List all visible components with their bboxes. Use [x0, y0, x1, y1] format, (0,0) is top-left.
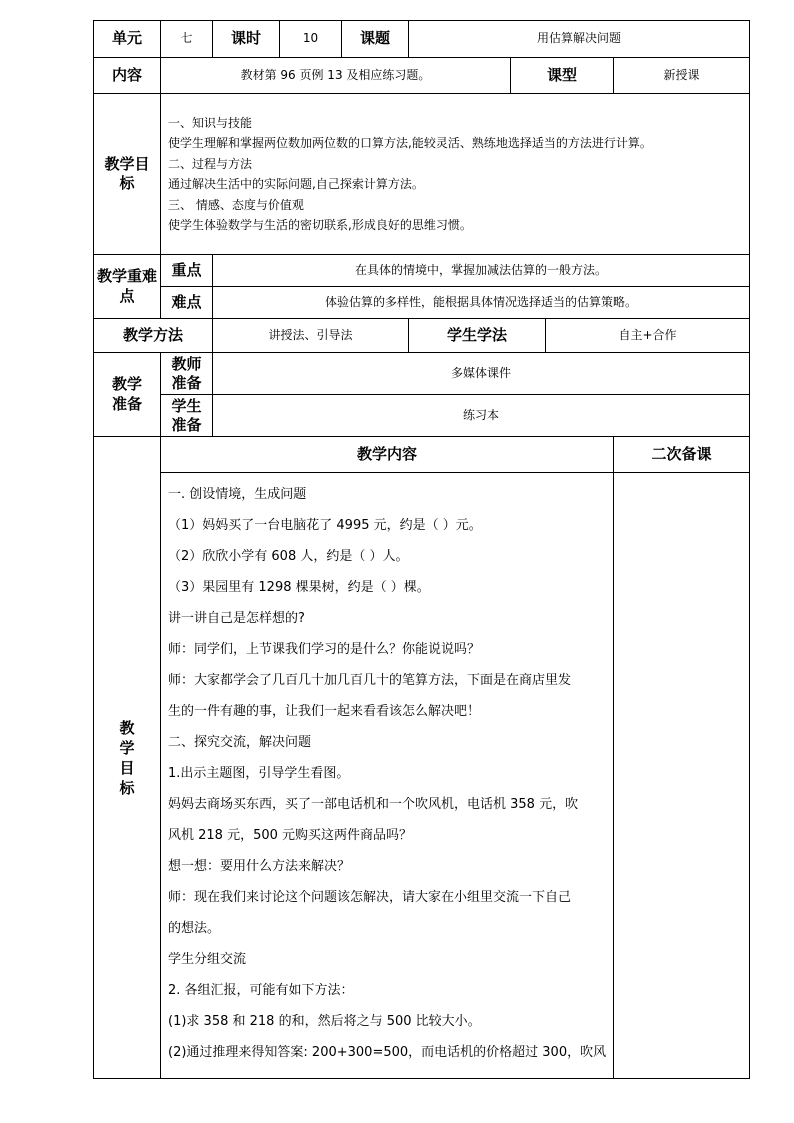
- content-paragraph: 一. 创设情境，生成问题: [168, 487, 307, 502]
- content-paragraph: 的想法。: [168, 921, 221, 936]
- content-paragraph: 师：现在我们来讨论这个问题该怎解决，请大家在小组里交流一下自己: [168, 890, 572, 905]
- lesson-content: [161, 473, 614, 1079]
- unit-label: 单元: [94, 21, 161, 58]
- focus-value: 在具体的情境中，掌握加减法估算的一般方法。: [213, 255, 750, 287]
- difficulty-label: 难点: [161, 287, 213, 319]
- content-paragraph: 风机 218 元，500 元购买这两件商品吗？: [168, 828, 413, 843]
- type-label: 课型: [511, 58, 614, 94]
- teacher-prep-row: [94, 353, 750, 395]
- teach-method-label: 教学方法: [94, 319, 213, 353]
- learn-method-label: 学生学法: [409, 319, 546, 353]
- goal-line: 二、过程与方法: [168, 156, 253, 171]
- goal-line: 一、知识与技能: [168, 115, 253, 130]
- content-paragraph: 师：大家都学会了几百几十加几百几十的笔算方法，下面是在商店里发: [168, 673, 572, 688]
- content-paragraph: 二、探究交流，解决问题: [168, 735, 312, 750]
- content-paragraph: (2)通过推理来得知答案: 200+300=500，而电话机的价格超过 300，吹风: [168, 1045, 607, 1060]
- main-header-row: [94, 437, 750, 473]
- topic-label: 课题: [342, 21, 409, 58]
- content-header: 教学内容: [161, 437, 614, 473]
- teach-method-value: 讲授法、引导法: [213, 319, 409, 353]
- main-content-row: [94, 473, 750, 1079]
- notes-cell: [614, 473, 750, 1079]
- student-prep-label: 学生准备: [161, 395, 213, 437]
- content-paragraph: 想一想：要用什么方法来解决？: [168, 859, 351, 874]
- goal-line: 使学生理解和掌握两位数加两位数的口算方法,能较灵活、熟练地选择适当的方法进行计算。: [168, 136, 652, 150]
- goals-label: 教学目标: [94, 94, 161, 255]
- methods-row: [94, 319, 750, 353]
- content-value: 教材第 96 页例 13 及相应练习题。: [161, 58, 511, 94]
- period-label: 课时: [213, 21, 280, 58]
- content-paragraph: 讲一讲自己是怎样想的?: [168, 611, 305, 626]
- content-paragraph: （3）果园里有 1298 棵果树，约是（ ）棵。: [168, 580, 430, 595]
- difficulty-value: 体验估算的多样性，能根据具体情况选择适当的估算策略。: [213, 287, 750, 319]
- content-paragraph: （2）欣欣小学有 608 人，约是（ ）人。: [168, 549, 409, 564]
- unit-value: 七: [161, 21, 213, 58]
- header-row: [94, 21, 750, 58]
- lesson-plan-table: [93, 20, 750, 1079]
- type-value: 新授课: [614, 58, 750, 94]
- teacher-prep-value: 多媒体课件: [213, 353, 750, 395]
- content-label: 内容: [94, 58, 161, 94]
- goal-line: 三、 情感、态度与价值观: [168, 197, 304, 212]
- student-prep-row: [94, 395, 750, 437]
- goal-line: 通过解决生活中的实际问题,自己探索计算方法。: [168, 177, 424, 191]
- content-paragraph: 2. 各组汇报，可能有如下方法：: [168, 983, 354, 998]
- content-paragraph: (1)求 358 和 218 的和，然后将之与 500 比较大小。: [168, 1014, 481, 1029]
- content-paragraph: 1.出示主题图，引导学生看图。: [168, 766, 350, 781]
- prep-label: 教学准备: [94, 353, 161, 437]
- content-paragraph: 妈妈去商场买东西，买了一部电话机和一个吹风机，电话机 358 元，吹: [168, 797, 579, 812]
- learn-method-value: 自主+合作: [546, 319, 750, 353]
- topic-value: 用估算解决问题: [409, 21, 750, 58]
- content-paragraph: 学生分组交流: [168, 952, 247, 967]
- main-side-label: 教学目标: [94, 437, 161, 1079]
- teacher-prep-label: 教师准备: [161, 353, 213, 395]
- goals-content: [161, 94, 750, 255]
- focus-label: 重点: [161, 255, 213, 287]
- content-paragraph: 师：同学们，上节课我们学习的是什么？你能说说吗？: [168, 642, 481, 657]
- content-paragraph: 生的一件有趣的事，让我们一起来看看该怎么解决吧！: [168, 704, 481, 719]
- keypoints-label: 教学重难点: [94, 255, 161, 319]
- difficulty-row: [94, 287, 750, 319]
- goal-line: 使学生体验数学与生活的密切联系,形成良好的思维习惯。: [168, 218, 472, 232]
- period-value: 10: [280, 21, 342, 58]
- content-row: [94, 58, 750, 94]
- focus-row: [94, 255, 750, 287]
- notes-header: 二次备课: [614, 437, 750, 473]
- student-prep-value: 练习本: [213, 395, 750, 437]
- content-paragraph: （1）妈妈买了一台电脑花了 4995 元，约是（ ）元。: [168, 518, 482, 533]
- lesson-plan: [93, 20, 749, 1079]
- goals-row: [94, 94, 750, 255]
